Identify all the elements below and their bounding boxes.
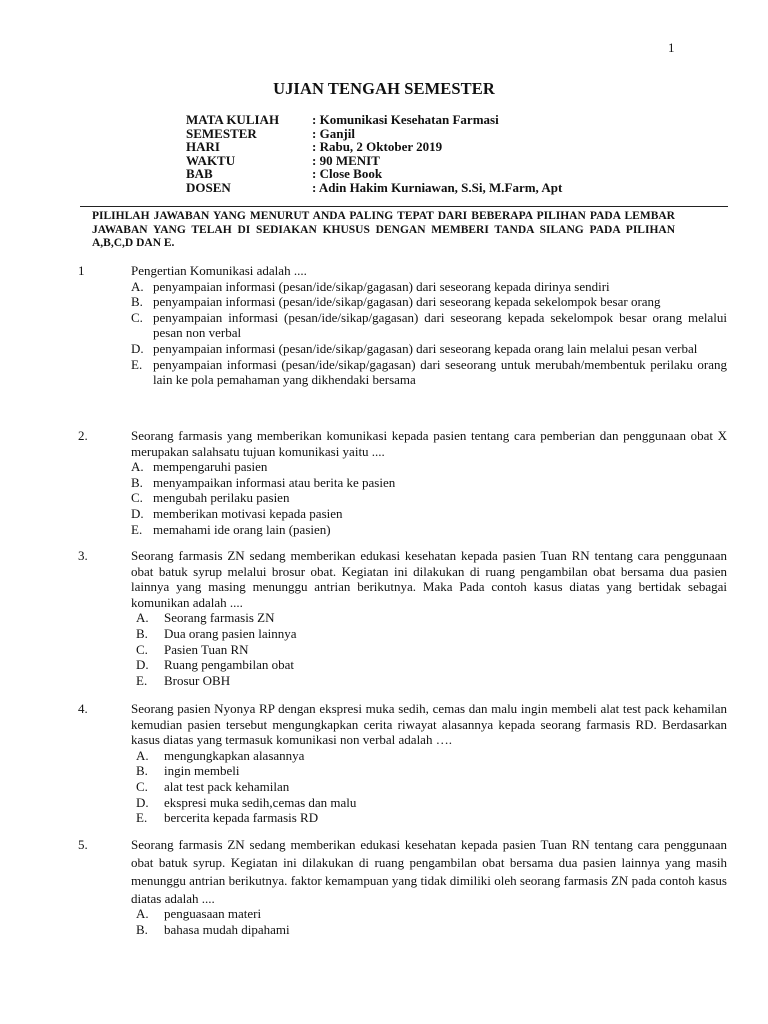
option-text: penguasaan materi — [164, 906, 262, 921]
option-text: bercerita kepada farmasis RD — [164, 810, 319, 826]
divider — [80, 206, 728, 207]
option-d — [131, 795, 727, 811]
option-d — [131, 506, 727, 522]
option-letter: C. — [131, 309, 143, 325]
option-text: ekspresi muka sedih,cemas dan malu — [164, 794, 357, 810]
option-text: penyampaian informasi (pesan/ide/sikap/gagasan) dari seseorang kepada orang lain melalui pesan verbal — [153, 340, 698, 356]
info-value: : 90 MENIT — [312, 152, 380, 168]
question-number: 3. — [78, 548, 88, 563]
option-text: Ruang pengambilan obat — [164, 657, 294, 673]
info-label: SEMESTER — [186, 125, 257, 141]
option-list — [131, 610, 727, 688]
info-label: DOSEN — [186, 179, 231, 195]
info-value: : Rabu, 2 Oktober 2019 — [312, 139, 443, 155]
option-a — [131, 279, 727, 295]
option-a — [131, 748, 727, 764]
option-text: Seorang farmasis ZN — [164, 610, 275, 626]
option-letter: A. — [136, 610, 149, 626]
option-c — [131, 642, 727, 658]
option-letter: C. — [136, 641, 148, 657]
exam-title: UJIAN TENGAH SEMESTER — [273, 79, 495, 98]
option-letter: E. — [131, 356, 143, 372]
option-list — [131, 279, 727, 388]
question-number: 4. — [78, 701, 88, 716]
option-text: bahasa mudah dipahami — [164, 921, 290, 937]
option-text: memahami ide orang lain (pasien) — [153, 521, 331, 537]
option-letter: B. — [136, 625, 148, 641]
option-text: Dua orang pasien lainnya — [164, 625, 297, 641]
option-c — [131, 490, 727, 506]
option-text: menyampaikan informasi atau berita ke pasien — [153, 474, 396, 490]
option-letter: A. — [131, 459, 144, 475]
info-label: HARI — [186, 139, 220, 155]
option-letter: D. — [136, 794, 149, 810]
info-label: BAB — [186, 166, 213, 182]
question-number: 5. — [78, 837, 88, 852]
option-a — [131, 906, 727, 922]
option-letter: A. — [131, 278, 144, 294]
option-b — [131, 626, 727, 642]
option-text: mempengaruhi pasien — [153, 459, 268, 475]
option-letter: E. — [131, 521, 143, 537]
option-letter: A. — [136, 747, 149, 763]
option-e — [131, 522, 727, 538]
option-a — [131, 459, 727, 475]
option-text: penyampaian informasi (pesan/ide/sikap/gagasan) dari seseorang untuk merubah/membentuk perilaku orang lain ke pola pemahaman yang dikhendaki bersama — [153, 356, 727, 388]
info-value: : Close Book — [312, 166, 383, 182]
option-e — [131, 810, 727, 826]
page-number: 1 — [668, 40, 675, 55]
option-text: Pasien Tuan RN — [164, 641, 249, 657]
option-letter: E. — [136, 672, 148, 688]
question-text: Seorang pasien Nyonya RP dengan ekspresi muka sedih, cemas dan malu ingin membeli alat test pack kehamilan kemudian pasien tersebut mengungkapkan cerita riwayat alasannya kepada seorang farmasis RD. Berdasarkan kasus diatas yang termasuk komunikasi non verbal adalah …. — [131, 701, 727, 748]
option-text: memberikan motivasi kepada pasien — [153, 505, 343, 521]
option-text: mengungkapkan alasannya — [164, 747, 305, 763]
question-number: 2. — [78, 428, 88, 443]
option-letter: B. — [136, 763, 148, 779]
question-text: Seorang farmasis ZN sedang memberikan edukasi kesehatan kepada pasien Tuan RN tentang cara penggunaan obat batuk syrup. Kegiatan ini dilakukan di ruang pengambilan obat bersama dua pasien lainnya yang masih menunggu antrian berikutnya. faktor kemampuan yang tidak dimiliki oleh seorang farmasis ZN pada contoh kasus diatas adalah .... — [131, 837, 727, 906]
option-text: Brosur OBH — [164, 672, 231, 688]
option-c — [131, 310, 727, 341]
option-text: alat test pack kehamilan — [164, 778, 290, 794]
option-letter: D. — [131, 505, 144, 521]
option-a — [131, 610, 727, 626]
option-text: mengubah perilaku pasien — [153, 490, 290, 506]
info-value: : Ganjil — [312, 125, 355, 141]
option-b — [131, 763, 727, 779]
option-e — [131, 357, 727, 388]
option-letter: D. — [136, 657, 149, 673]
option-letter: B. — [136, 921, 148, 937]
option-letter: A. — [136, 906, 149, 921]
option-e — [131, 673, 727, 689]
option-letter: C. — [131, 490, 143, 506]
option-list — [131, 748, 727, 826]
option-text: penyampaian informasi (pesan/ide/sikap/gagasan) dari seseorang kepada sekelompok besar orang — [153, 294, 661, 310]
question-text: Seorang farmasis ZN sedang memberikan edukasi kesehatan kepada pasien Tuan RN tentang cara penggunaan obat batuk syrup melalui brosur obat. Kegiatan ini dilakukan di ruang pengambilan obat bersama dua pasien lainnya yang masing menunggu antrian berikutnya. Maka Pada contoh kasus diatas yang bertidak sebagai komunikan adalah .... — [131, 548, 727, 610]
info-value: : Adin Hakim Kurniawan, S.Si, M.Farm, Apt — [312, 179, 563, 195]
option-letter: C. — [136, 778, 148, 794]
info-label: MATA KULIAH — [186, 112, 280, 127]
option-text: ingin membeli — [164, 763, 240, 779]
option-letter: D. — [131, 340, 144, 356]
info-value: : Komunikasi Kesehatan Farmasi — [312, 112, 499, 127]
option-text: penyampaian informasi (pesan/ide/sikap/gagasan) dari seseorang kepada sekelompok besar orang melalui pesan non verbal — [153, 309, 727, 341]
option-b — [131, 294, 727, 310]
question-text: Seorang farmasis yang memberikan komunikasi kepada pasien tentang cara pemberian dan penggunaan obat X merupakan salahsatu tujuan komunikasi yaitu .... — [131, 428, 727, 459]
option-list — [131, 459, 727, 537]
option-text: penyampaian informasi (pesan/ide/sikap/gagasan) dari seseorang kepada dirinya sendiri — [153, 278, 610, 294]
option-letter: E. — [136, 810, 148, 826]
option-list — [131, 906, 727, 937]
option-b — [131, 475, 727, 491]
instructions: PILIHLAH JAWABAN YANG MENURUT ANDA PALING TEPAT DARI BEBERAPA PILIHAN PADA LEMBAR JAWABAN YANG TELAH DI SEDIAKAN KHUSUS DENGAN MEMBERI TANDA SILANG PADA PILIHAN A,B,C,D DAN E. — [92, 210, 675, 250]
option-letter: B. — [131, 474, 143, 490]
question-text: Pengertian Komunikasi adalah .... — [131, 263, 307, 278]
option-b — [131, 922, 727, 938]
question-number: 1 — [78, 263, 85, 278]
option-letter: B. — [131, 294, 143, 310]
info-label: WAKTU — [186, 152, 236, 168]
option-c — [131, 779, 727, 795]
option-d — [131, 341, 727, 357]
option-d — [131, 657, 727, 673]
